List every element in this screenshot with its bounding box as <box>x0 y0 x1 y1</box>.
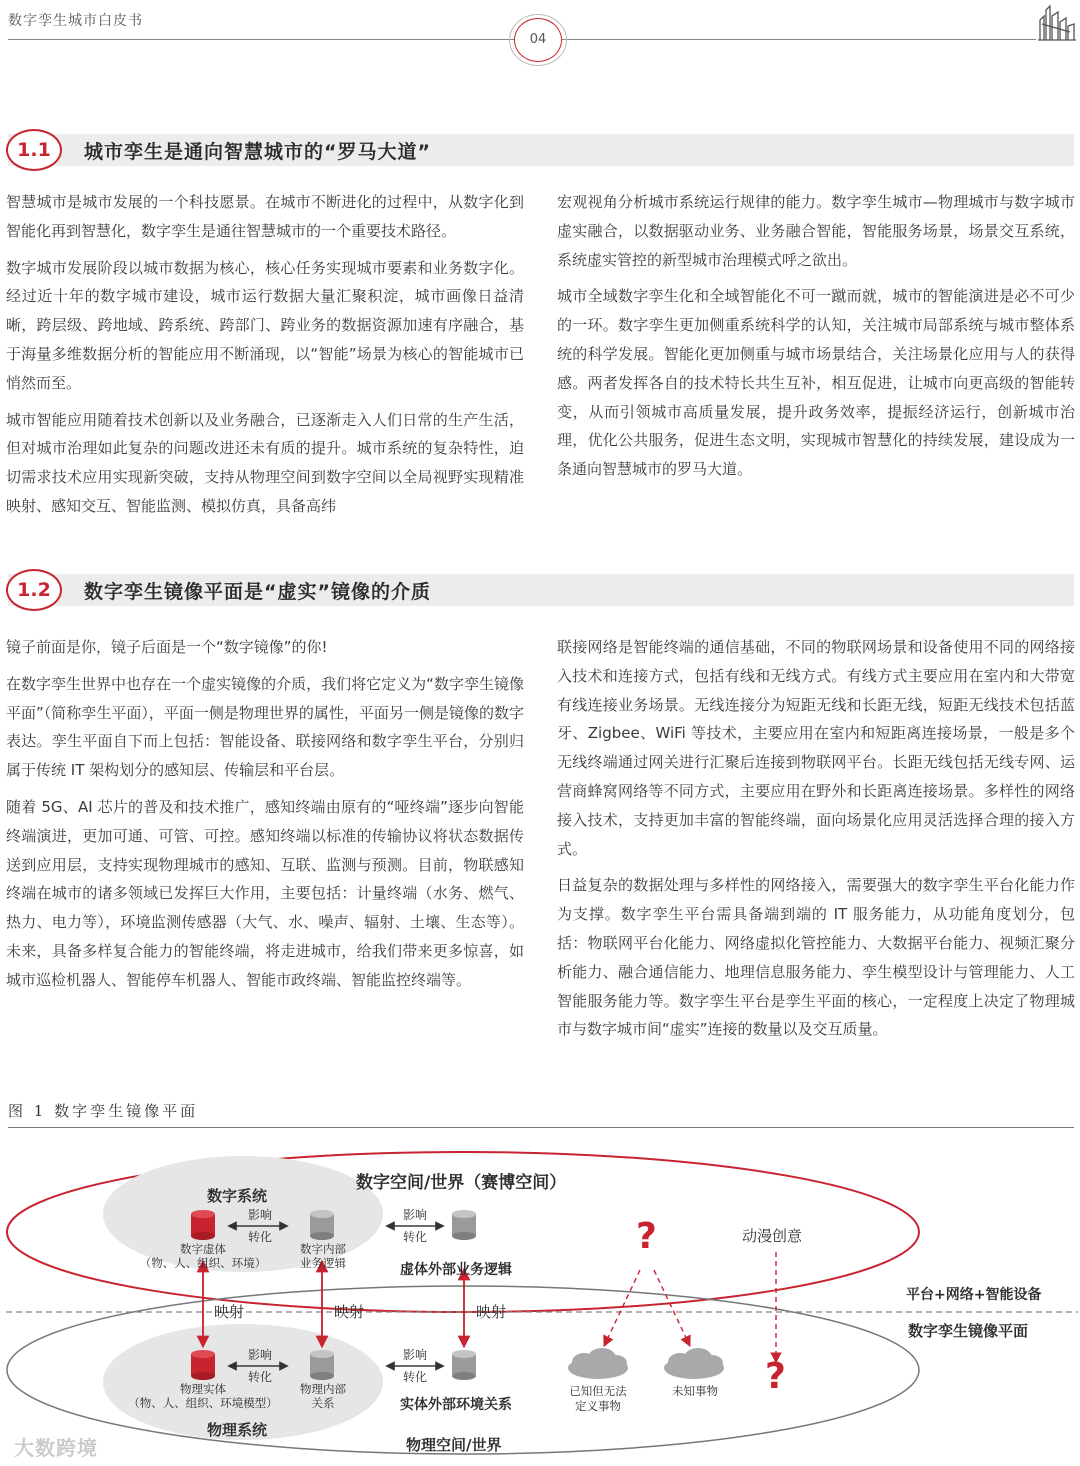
question-mark-icon: ? <box>636 1216 657 1257</box>
section-1-title: 城市孪生是通向智慧城市的“罗马大道” <box>84 141 431 163</box>
entity-external-cylinder-icon <box>452 1350 476 1380</box>
page-number: 04 <box>514 18 562 62</box>
influence-label: 影响 <box>248 1348 273 1362</box>
physical-space-label: 物理空间/世界 <box>406 1436 502 1454</box>
mapping-label: 映射 <box>334 1303 365 1321</box>
question-mark-icon: ? <box>765 1356 786 1397</box>
section-1-number: 1.1 <box>6 129 62 171</box>
figure-caption: 图 1 数字孪生镜像平面 <box>8 1102 199 1120</box>
section-1-left-column <box>6 188 524 529</box>
digital-internal-cylinder-icon <box>310 1210 334 1240</box>
influence-label: 影响 <box>403 1348 428 1362</box>
digital-virtual-sub-label: （物、人、组织、环境） <box>139 1256 267 1270</box>
section-1-right-column <box>557 188 1075 492</box>
paragraph: 数字城市发展阶段以城市数据为核心，核心任务实现城市要素和业务数字化。经过近十年的数字城市建设，城市运行数据大量汇聚积淀，城市画像日益清晰，跨层级、跨地域、跨系统、跨部门、跨业务的数据资源加速有序融合，基于海量多维数据分析的智能应用不断涌现，以“智能”场景为核心的智能城市已悄然而至。 <box>6 258 524 392</box>
transform-label: 转化 <box>248 1370 273 1384</box>
digital-virtual-label: 数字虚体 <box>180 1242 226 1256</box>
digital-internal-label-2: 业务逻辑 <box>300 1256 346 1270</box>
digital-twin-mirror-diagram <box>0 1128 1080 1466</box>
known-undefined-label: 已知但无法 <box>569 1384 627 1398</box>
paragraph: 联接网络是智能终端的通信基础，不同的物联网场景和设备使用不同的网络接入技术和连接方式，包括有线和无线方式。有线方式主要应用在室内和大带宽有线连接业务场景。无线连接分为短距无线和长距无线，短距无线技术包括蓝牙、Zigbee、WiFi 等技术，主要应用在室内和短距离连接场景，一般是多个无线终端通过网关进行汇聚后连接到物联网平台。长距无线包括无线专网、运营商蜂窝网络等不同方式，主要应用在野外和长距离连接场景。多样性的网络接入技术，支持更加丰富的智能终端，面向场景化应用灵活选择合理的接入方式。 <box>557 638 1075 858</box>
cloud-icon <box>568 1348 628 1379</box>
city-skyline-logo-icon <box>1036 2 1076 42</box>
physical-system-label: 物理系统 <box>207 1421 268 1439</box>
digital-system-label: 数字系统 <box>207 1187 268 1205</box>
section-2-number: 1.2 <box>6 569 62 611</box>
section-2-right-column <box>557 633 1075 1052</box>
paragraph: 在数字孪生世界中也存在一个虚实镜像的介质，我们将它定义为“数字孪生镜像平面”（简称孪生平面），平面一侧是物理世界的属性，平面另一侧是镜像的数字表达。孪生平面自下而上包括：智能设备、联接网络和数字孪生平台，分别归属于传统 IT 架构划分的感知层、传输层和平台层。 <box>6 674 524 780</box>
digital-virtual-cylinder-icon <box>191 1210 215 1240</box>
platform-stack-label: 平台+网络+智能设备 <box>906 1287 1042 1303</box>
physical-entity-sub-label: （物、人、组织、环境模型） <box>128 1396 278 1410</box>
transform-label: 转化 <box>403 1230 428 1244</box>
known-undefined-label-2: 定义事物 <box>575 1399 621 1413</box>
mapping-label: 映射 <box>214 1303 245 1321</box>
section-2-left-column <box>6 633 524 1003</box>
document-title: 数字孪生城市白皮书 <box>8 13 143 29</box>
transform-label: 转化 <box>248 1230 273 1244</box>
paragraph: 宏观视角分析城市系统运行规律的能力。数字孪生城市—物理城市与数字城市虚实融合，以数据驱动业务、业务融合智能，智能服务场景，场景交互系统，系统虚实管控的新型城市治理模式呼之欲出。 <box>557 193 1075 269</box>
physical-entity-label: 物理实体 <box>180 1382 226 1396</box>
physical-internal-label: 物理内部 <box>300 1382 346 1396</box>
mirror-plane-label: 数字孪生镜像平面 <box>908 1322 1029 1340</box>
influence-label: 影响 <box>248 1208 273 1222</box>
section-2-title: 数字孪生镜像平面是“虚实”镜像的介质 <box>84 581 431 603</box>
paragraph: 城市智能应用随着技术创新以及业务融合，已逐渐走入人们日常的生产生活，但对城市治理如此复杂的问题改进还未有质的提升。城市系统的复杂特性，迫切需求技术应用实现新突破，支持从物理空间到数字空间以全局视野实现精准映射、感知交互、智能监测、模拟仿真，具备高纬 <box>6 410 524 515</box>
digital-space-label: 数字空间/世界（赛博空间） <box>356 1173 567 1193</box>
unknown-things-label: 未知事物 <box>672 1384 718 1398</box>
physical-internal-cylinder-icon <box>310 1350 334 1380</box>
mapping-label: 映射 <box>476 1303 507 1321</box>
virtual-external-logic-label: 虚体外部业务逻辑 <box>400 1262 512 1278</box>
watermark: 大数跨境 <box>14 1436 98 1460</box>
paragraph: 城市全域数字孪生化和全域智能化不可一蹴而就，城市的智能演进是必不可少的一环。数字孪生更加侧重系统科学的认知，关注城市局部系统与城市整体系统的科学发展。智能化更加侧重与城市场景结合，关注场景化应用与人的获得感。两者发挥各自的技术特长共生互补，相互促进，让城市向更高级的智能转变，从而引领城市高质量发展，提升政务效率，提振经济运行，创新城市治理，优化公共服务，促进生态文明，实现城市智慧化的持续发展，建设成为一条通向智慧城市的罗马大道。 <box>557 287 1075 479</box>
paragraph: 智慧城市是城市发展的一个科技愿景。在城市不断进化的过程中，从数字化到智能化再到智慧化，数字孪生是通往智慧城市的一个重要技术路径。 <box>6 193 524 240</box>
transform-label: 转化 <box>403 1370 428 1384</box>
virtual-external-cylinder-icon <box>452 1210 476 1240</box>
entity-external-env-label: 实体外部环境关系 <box>400 1397 512 1413</box>
anime-creative-label: 动漫创意 <box>742 1227 803 1245</box>
physical-entity-cylinder-icon <box>191 1350 215 1380</box>
digital-internal-label: 数字内部 <box>300 1242 346 1256</box>
physical-internal-label-2: 关系 <box>311 1396 335 1410</box>
paragraph: 日益复杂的数据处理与多样性的网络接入，需要强大的数字孪生平台化能力作为支撑。数字孪生平台需具备端到端的 IT 服务能力，从功能角度划分，包括：物联网平台化能力、网络虚拟化管控能力、大数据平台能力、视频汇聚分析能力、融合通信能力、地理信息服务能力、孪生模型设计与管理能力、人工智能服务能力等。数字孪生平台是孪生平面的核心，一定程度上决定了物理城市与数字城市间“虚实”连接的数量以及交互质量。 <box>557 876 1075 1039</box>
influence-label: 影响 <box>403 1208 428 1222</box>
paragraph: 镜子前面是你，镜子后面是一个“数字镜像”的你! <box>6 638 328 656</box>
paragraph: 随着 5G、AI 芯片的普及和技术推广，感知终端由原有的“哑终端”逐步向智能终端演进，更加可通、可管、可控。感知终端以标准的传输协议将状态数据传送到应用层，支持实现物理城市的感知、互联、监测与预测。目前，物联感知终端在城市的诸多领域已发挥巨大作用，主要包括：计量终端（水务、燃气、热力、电力等），环境监测传感器（大气、水、噪声、辐射、土壤、生态等）。未来，具备多样复合能力的智能终端，将走进城市，给我们带来更多惊喜，如城市巡检机器人、智能停车机器人、智能市政终端、智能监控终端等。 <box>6 797 524 989</box>
cloud-icon <box>664 1348 724 1379</box>
